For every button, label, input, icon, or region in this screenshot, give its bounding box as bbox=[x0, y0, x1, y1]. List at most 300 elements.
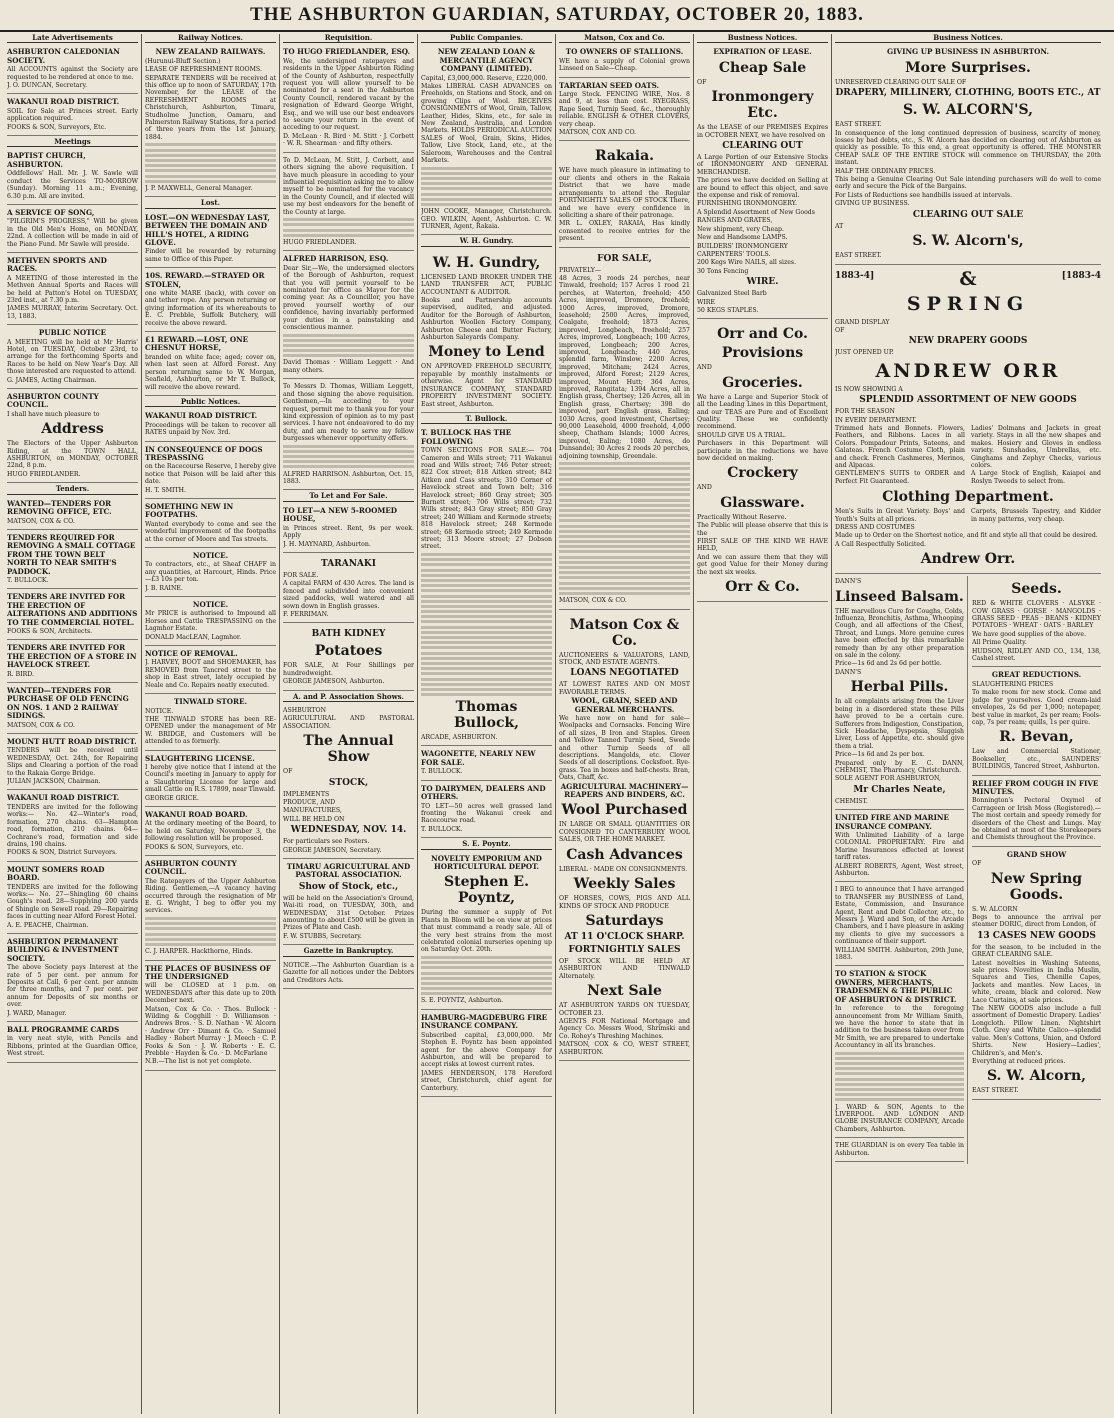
column-business-notices-orr bbox=[694, 34, 832, 1414]
ad-body: Dear Sir,—We, the undersigned electors of the Borough of Ashburton, request that you will permit yourself to be nominated for office as Mayor for the coming year. As a Councillor, you have proved yourself worthy of our confidence, having invariably performed your duties in a painstaking and conscientious manner. bbox=[283, 264, 414, 331]
ad-title: FOR SALE, bbox=[597, 253, 652, 264]
ad-line: SOLE AGENT FOR ASHBURTON, bbox=[835, 775, 941, 783]
ad-subtitle: DRAPERY, MILLINERY, CLOTHING, BOOTS ETC., AT bbox=[835, 88, 1101, 99]
ad-title: TINWALD STORE. bbox=[173, 697, 247, 707]
ad-title: TENDERS ARE INVITED FOR THE ERECTION OF A STORE IN HAVELOCK STREET. bbox=[7, 643, 137, 670]
two-column-list bbox=[835, 425, 1101, 470]
ad-body: TOWN SECTIONS FOR SALE:— 704 Cameron and Wills street; 711 Wakanui road and Wills street; 746 Peter street; 822 Cox street; 818 Aitken street; 842 Aitken and Cass streets; 310 Corner of Havelock street and Town belt; 316 Havelock street; 860 Gray street; 305 Burnett street; 706 Wills street; 732 Wills street; 843 Gray street; 850 Gray street; 240 William and Kermode streets; 818 Havelock street; 248 Kermode street; 68 Kermode street; 249 Kermode street; 313 Moore street; 27 Dobson street. bbox=[421, 447, 552, 551]
ad-line: S. W. ALCORN bbox=[972, 905, 1018, 913]
ad-tender-wakanui bbox=[7, 792, 138, 861]
ad-title: METHVEN SPORTS AND RACES. bbox=[7, 255, 107, 274]
section-header-poyntz: S. E. Poyntz. bbox=[421, 840, 552, 849]
ad-names: Matson, Cox & Co. · Thos. Bullock · Wilding & Cogghill · D. Williamson · Andrews Bros. · S. D. Nathan · W. Alcorn · Andrew Orr · Dimant & Co. · Samuel Hadley · Robert Murray · J. Meech · C. P. Fooks & Son · J. W. Roberts · E. C. Prebble · Hayden & Co. · D. McFarlane bbox=[145, 1005, 276, 1058]
ad-notice bbox=[145, 550, 276, 597]
ad-body: on the Racecourse Reserve, I hereby give notice that Poison will be laid after this date. bbox=[145, 463, 276, 486]
ad-title: MOUNT SOMERS ROAD BOARD. bbox=[7, 864, 105, 883]
ad-line: AND bbox=[697, 364, 712, 372]
ad-line: HALF THE ORDINARY PRICES. bbox=[835, 167, 936, 175]
ad-title: WAKANUI ROAD DISTRICT. bbox=[7, 97, 120, 107]
ad-tender-mount-somers bbox=[7, 864, 138, 934]
ad-subtitle: NOTICE. bbox=[145, 707, 174, 715]
ad-title: SOMETHING NEW IN FOOTPATHS. bbox=[145, 501, 234, 520]
ad-alcorn-giving-up bbox=[835, 46, 1101, 264]
ad-signature: JULIAN JACKSON, Chairman. bbox=[7, 778, 101, 786]
ad-subtitle: AGRICULTURAL AND PASTORAL ASSOCIATION. bbox=[283, 715, 414, 730]
ad-notice bbox=[145, 444, 276, 499]
ad-signature: JAMES MURRAY, Interim Secretary. Oct. 13, 1883. bbox=[7, 305, 138, 320]
ad-subtitle: AUCTIONEERS & VALUATORS, LAND, STOCK, AND ESTATE AGENTS. bbox=[559, 651, 690, 666]
ad-body: To make room for new stock. Come and judge for yourselves. Good cream-laid envelopes, 2s 6d per 1,000; notepaper, best value in market, 2s per ream; Fools-cap, 7s per ream; quills, 1s per quire. bbox=[972, 689, 1101, 726]
ad-line: FIRST SALE OF THE KIND WE HAVE HELD, bbox=[697, 538, 828, 553]
ad-headline: Wool Purchased bbox=[561, 802, 688, 819]
ad-seeds bbox=[972, 576, 1101, 667]
ad-signature: MATSON, COX & CO, WEST STREET, ASHBURTON. bbox=[559, 1041, 690, 1056]
ad-headline: New Spring Goods. bbox=[990, 870, 1083, 903]
two-column-list bbox=[835, 508, 1101, 524]
body-text-lines bbox=[145, 917, 276, 946]
section-header-meetings: Meetings bbox=[7, 138, 138, 147]
ad-title: TO LET—A NEW 5-ROOMED HOUSE, bbox=[283, 505, 398, 524]
ad-body: At the ordinary meeting of the Board, to be held on Saturday, November 3, the following resolution will be proposed. bbox=[145, 820, 276, 843]
section-header-shows: A. and P. Association Shows. bbox=[283, 693, 414, 702]
ad-signature: GEORGE GRICE. bbox=[145, 794, 199, 802]
ad-line: CARPENTERS' TOOLS. bbox=[697, 250, 771, 258]
ad-body: Latest novelties in Washing Sateens, sale prices. Novelties in India Muslin, Squares and Ties, Chenille Capes, Jackets and mantles. New Laces, in white, cream, black and colored. New Lace Curtains, at sale prices. bbox=[972, 959, 1101, 1004]
body-text-lines bbox=[421, 956, 552, 995]
body-text-lines bbox=[145, 143, 276, 182]
ad-signature: J. H. MAYNARD, Ashburton. bbox=[283, 540, 371, 548]
ad-timaru-show bbox=[283, 861, 414, 945]
ad-line: 200 Kegs Wire NAILS, all sizes. bbox=[697, 259, 797, 267]
ad-headline: Groceries. bbox=[722, 374, 803, 391]
ad-title: LOST.—ON WEDNESDAY LAST, BETWEEN THE DOMAIN AND HILL'S HOTEL, A RIDING GLOVE. bbox=[145, 212, 270, 247]
ad-signature: F. W. STUBBS, Secretary. bbox=[283, 932, 362, 940]
ad-headline: R. Bevan, bbox=[999, 729, 1074, 746]
ad-notice bbox=[145, 809, 276, 856]
ad-line: AT ASHBURTON YARDS ON TUESDAY, OCTOBER 23. bbox=[559, 1002, 690, 1017]
ad-tender-mount-hutt bbox=[7, 736, 138, 790]
ad-subtitle: ARCADE, ASHBURTON. bbox=[421, 734, 498, 742]
ad-signature: F. FERRIMAN. bbox=[283, 610, 329, 618]
ad-headline: ANDREW ORR bbox=[875, 359, 1061, 382]
ad-title: THE PLACES OF BUSINESS OF THE UNDERSIGNED bbox=[145, 963, 271, 981]
ad-title: TIMARU AGRICULTURAL AND PASTORAL ASSOCIATION. bbox=[286, 862, 411, 880]
ad-body: The prices we have decided on Selling at are bound to effect this object, and save the expense and risk of removal. bbox=[697, 177, 828, 200]
column-header: Railway Notices. bbox=[145, 34, 276, 43]
ad-line: AGENTS FOR National Mortgage and Agency Co. Messrs Wood, Shrimski and Co. Rohey's Threshing Machines. bbox=[559, 1017, 690, 1040]
ad-line: BUILDERS' IRONMONGERY bbox=[697, 242, 788, 250]
ad-signature: MR L. OXLEY, RAKAIA, Has kindly consented to receive entries for the present. bbox=[559, 220, 690, 243]
ad-line: EAST STREET. bbox=[972, 1087, 1019, 1095]
ad-requisition bbox=[283, 46, 414, 152]
ad-signature: R. BIRD. bbox=[7, 670, 34, 678]
ad-subtitle: LEASE OF REFRESHMENT ROOMS. bbox=[145, 66, 262, 74]
ad-line: OF bbox=[697, 78, 707, 86]
ad-signature: JOHN COOKE, Manager, Christchurch. GEO. WILKIN, Agent, Ashburton. C. W. TURNER, Agent, Rakaia. bbox=[421, 208, 552, 230]
ad-signature: T. BULLOCK. bbox=[7, 576, 49, 584]
ad-public-notice bbox=[7, 327, 138, 389]
ad-body: The Electors of the Upper Ashburton Riding, at the TOWN HALL, ASHBURTON, on MONDAY, OCTOBER 22nd, 8 p.m. bbox=[7, 440, 138, 470]
ad-body: FOR SALE, At Four Shillings per hundredweight. bbox=[283, 662, 414, 677]
ad-title: WANTED—TENDERS FOR REMOVING OFFICE, ETC. bbox=[7, 498, 112, 517]
ad-title: £1 REWARD.—LOST, ONE CHESNUT HORSE, bbox=[145, 335, 249, 353]
ad-methven-sports bbox=[7, 255, 138, 325]
list-left: GENTLEMEN'S SUITS to ORDER and Perfect Fit Guaranteed. bbox=[835, 470, 965, 485]
ad-headline: Clothing Department. bbox=[882, 489, 1054, 506]
ad-headline: Saturdays bbox=[585, 912, 664, 929]
ad-line: A Call Respectfully Solicited. bbox=[835, 540, 926, 548]
ad-headline: Ironmongery Etc. bbox=[711, 89, 814, 122]
ad-headline: Rakaia. bbox=[594, 148, 655, 165]
ad-line: AGRICULTURAL MACHINERY—REAPERS AND BINDERS, &C. bbox=[560, 781, 689, 800]
ad-title: GIVING UP BUSINESS IN ASHBURTON. bbox=[887, 47, 1049, 57]
column-public-companies bbox=[418, 34, 556, 1414]
ad-headline: Mr Charles Neate, bbox=[853, 784, 946, 795]
ad-requisition-reply bbox=[283, 155, 414, 252]
ad-title: NOTICE. bbox=[192, 551, 229, 560]
ad-relief-cough bbox=[972, 778, 1101, 847]
ad-line: 50 KEGS STAPLES. bbox=[697, 306, 759, 314]
ad-title: RELIEF FROM COUGH IN FIVE MINUTES. bbox=[972, 778, 1099, 796]
ad-line: Practically Without Reserve. bbox=[697, 513, 787, 521]
ad-line: New and Handsome LAMPS. bbox=[697, 234, 788, 242]
ad-line: Prepared only by E. C. DANN, CHEMIST, The Pharmacy, Christchurch. bbox=[835, 759, 964, 774]
ad-body: ON APPROVED FREEHOLD SECURITY, repayable by monthly instalments or otherwise. Agent for STANDARD INSURANCE COMPANY, STANDARD PROPERTY INVESTMENT SOCIETY. East street, Ashburton. bbox=[421, 363, 552, 408]
ad-united-fire bbox=[835, 812, 964, 882]
ad-body: A MEETING will be held at Mr Harris' Hotel, on TUESDAY, October 23rd, to arrange for the forthcoming Sports and Races to be held on New Year's Day. All those interested are requested to attend. bbox=[7, 338, 138, 376]
ad-caledonian bbox=[7, 46, 138, 94]
ad-title: EXPIRATION OF LEASE. bbox=[713, 47, 812, 57]
section-header-public-notices: Public Notices. bbox=[145, 398, 276, 407]
ad-expiration-of-lease bbox=[697, 46, 828, 319]
ad-line: 30 Tons Fencing bbox=[697, 267, 749, 275]
ad-line: Made up to Order on the Shortest notice, and fit and style all that could be desired. bbox=[835, 532, 1098, 540]
ad-body: I BEG to announce that I have arranged to TRANSFER my BUSINESS of Land, Estate, Commission, and Insurance Agent, Rent and Debt Collector, etc., to Messrs J. Ward and Son, of the Arcade Chambers, and I have pleasure in asking my clients to give my successors a continuance of their support. bbox=[835, 886, 964, 946]
ad-andrew-orr-spring bbox=[835, 267, 1101, 575]
ad-body: Subscribed capital, £3,000,000. Mr Stephen E. Poyntz has been appointed agent for the above Company for Ashburton, and will be prepared to accept risks at lowest current rates. bbox=[421, 1031, 552, 1069]
ad-line: 13 CASES NEW GOODS bbox=[977, 930, 1096, 941]
ad-title: NEW ZEALAND RAILWAYS. bbox=[155, 47, 266, 57]
ad-dairymen bbox=[421, 783, 552, 838]
ad-body: I shall have much pleasure to bbox=[7, 410, 100, 418]
ad-names: D. McLean · R. Bird · M. Stitt · J. Corbett · W. R. Shearman · and fifty others. bbox=[283, 132, 414, 148]
ad-title: ASHBURTON COUNTY COUNCIL. bbox=[7, 392, 99, 410]
year-row bbox=[835, 269, 1101, 290]
ad-body: THE marvellous Cure for Coughs, Colds, Influenza, Bronchitis, Asthma, Whooping Cough, and all affections of the Chest, Throat, and Lungs. More genuine cures have been effected by this remarkable remedy than by any other preparation on sale in the colony. bbox=[835, 607, 964, 660]
ad-rakaia bbox=[559, 143, 690, 247]
year-left: 1883-4] bbox=[835, 270, 875, 281]
ad-body: The above Society pays Interest at the rate of 5 per cent. per annum for Deposits at Call, 6 per cent. per annum for three months, and 7 per cent. per annum for Deposits of six months or over. bbox=[7, 964, 138, 1009]
ad-body: We have a Large and Superior Stock of all the Leading Lines in this Department, and our TEAS are Pure and of Excellent Quality. These we confidently recommend. bbox=[697, 393, 828, 431]
ad-body: branded on white face; aged; cover on, when last seen at Alford Forest. Any person returning same to W. Morgan, Seafield, Ashburton, or Mr T. Bullock, will receive the above reward. bbox=[145, 353, 276, 391]
ad-signature: WILLIAM SMITH. Ashburton, 29th June, 1883. bbox=[835, 946, 964, 962]
ad-body: WE have a supply of Colonial grown Linseed on Sale—Cheap. bbox=[559, 57, 690, 73]
ad-title: UNITED FIRE AND MARINE INSURANCE COMPANY. bbox=[835, 813, 949, 831]
ad-line: CLEARING OUT SALE bbox=[912, 209, 1024, 220]
ad-signature: HUGO FRIEDLANDER. bbox=[7, 470, 81, 478]
ad-title: TARANAKI bbox=[321, 558, 376, 569]
ad-title: HAMBURG-MAGDEBURG FIRE INSURANCE COMPANY. bbox=[421, 1012, 548, 1031]
ad-ball-cards bbox=[7, 1024, 138, 1063]
ad-body: TENDERS will be received until WEDNESDAY, Oct. 24th, for Repairing Slips and Clearing a portion of the road to the Rakaia Gorge Bridge. bbox=[7, 747, 138, 777]
ad-lost bbox=[145, 270, 276, 332]
ad-bullock bbox=[421, 427, 552, 746]
ad-signature: J. B. RAINE. bbox=[145, 584, 183, 592]
ad-headline: Herbal Pills. bbox=[850, 679, 949, 696]
ad-body: As the LEASE of our PREMISES Expires in OCTOBER NEXT, we have resolved on bbox=[697, 124, 828, 139]
ad-signature: H. T. SMITH. bbox=[145, 486, 186, 494]
ad-title: BAPTIST CHURCH, ASHBURTON. bbox=[7, 151, 86, 169]
ad-body: Makes LIBERAL CASH ADVANCES on Freeholds, on Stations and Stock, and on growing Clips of Wool. RECEIVES CONSIGNMENTS of Wool, Grain, Tallow, Leather, Hides, Skins, etc., for sale in New Zealand, Australia, and London Markets. HOLDS PERIODICAL AUCTION SALES of Wool, Grain, Skins, Hides, Tallow, Live Stock, Land, etc., at the Saleroom, Warehouses and the Central Markets. bbox=[421, 83, 552, 165]
ad-body: "PILGRIM'S PROGRESS," Will be given in the Old Men's Home, on MONDAY, 22nd. A collection will be made in aid of the Piano Fund. Mr Sawle will preside. bbox=[7, 218, 138, 248]
column-header: Business Notices. bbox=[697, 34, 828, 43]
ad-signature: S. E. POYNTZ, Ashburton. bbox=[421, 997, 504, 1005]
ad-subtitle: FOR SALE. bbox=[283, 571, 319, 579]
ad-line: Galvanized Steel Barb bbox=[697, 290, 767, 298]
sub-column-right bbox=[972, 576, 1101, 1164]
ad-body: TO LET—50 acres well grassed land fronting the Wakanui creek and Racecourse road. bbox=[421, 802, 552, 825]
ad-tender bbox=[7, 591, 138, 640]
ad-body: J. HARVEY, BOOT and SHOEMAKER, has REMOVED from Tancred street to the shop in East street, lately occupied by Neale and Co. Repairs neatly executed. bbox=[145, 659, 276, 689]
ad-line: Everything at reduced prices. bbox=[972, 1057, 1066, 1065]
ad-line: WOOL, GRAIN, SEED AND GENERAL MERCHANTS. bbox=[571, 696, 678, 714]
ad-signature: MATSON, COX & CO. bbox=[7, 517, 75, 525]
ad-requisition-harrison bbox=[283, 253, 414, 379]
body-text-lines bbox=[283, 218, 414, 237]
ad-line: AT LOWEST RATES AND ON MOST FAVORABLE TERMS. bbox=[559, 681, 690, 696]
ad-title: TENDERS ARE INVITED FOR THE ERECTION OF ALTERATIONS AND ADDITIONS TO THE COMMERCIAL HOTEL. bbox=[7, 592, 138, 627]
ad-notice bbox=[145, 410, 276, 441]
ad-title: ASHBURTON COUNTY COUNCIL. bbox=[145, 859, 237, 877]
ad-tender bbox=[7, 685, 138, 734]
ad-line: SHOULD GIVE US A TRIAL. bbox=[697, 431, 786, 439]
ad-line: Price—1s 6d and 2s per box. bbox=[835, 751, 925, 759]
ad-names: David Thomas · William Leggett · And many others. bbox=[283, 359, 414, 374]
ad-line: IN EVERY DEPARTMENT. bbox=[835, 416, 917, 424]
column-header: Matson, Cox and Co. bbox=[559, 34, 690, 43]
ad-title: DANN'S bbox=[835, 668, 862, 676]
ad-lost bbox=[145, 334, 276, 396]
body-text-lines bbox=[421, 553, 552, 696]
ad-body: To D. McLean, M. Stitt, J. Corbett, and others signing the above requisition. I have much pleasure in acceding to your influential requisition asking me to allow myself to be nominated for the vacancy in the County Council, and if elected will use my best endeavors for the benefit of the County at large. bbox=[283, 156, 414, 216]
ad-line: JUST OPENED UP. bbox=[835, 349, 894, 357]
ad-body: The NEW GOODS also include a full assortment of Domestic Drapery. Ladies' Longcloth. Pillow Linen. Nightshirt Cloth. Grey and White Calico—splendid value. Men's Cottons, Union, and Oxford Shirts. New Hosiery—Ladies', Children's, and Men's. bbox=[972, 1005, 1101, 1057]
ad-ward-and-son bbox=[835, 968, 964, 1138]
ad-signature: MATSON, COX AND CO. bbox=[559, 129, 637, 137]
ad-signature: MATSON, COX & CO. bbox=[7, 721, 75, 729]
ad-poyntz bbox=[421, 853, 552, 1010]
ad-line: OF bbox=[283, 768, 293, 776]
ad-wagonette bbox=[421, 748, 552, 780]
ad-headline: Seeds. bbox=[1011, 581, 1062, 598]
ad-notice bbox=[145, 858, 276, 961]
ad-subtitle: Capital, £3,000,000. Reserve, £220,000. bbox=[421, 74, 548, 82]
ad-headline: Thomas Bullock, bbox=[453, 699, 520, 732]
ad-title: ALFRED HARRISON, ESQ. bbox=[283, 254, 389, 264]
ad-title: DANN'S bbox=[835, 578, 862, 586]
ad-line: AT bbox=[835, 222, 844, 230]
ad-railways bbox=[145, 46, 276, 197]
ad-title: NOTICE. bbox=[192, 600, 229, 610]
ad-body: will be CLOSED at 1 p.m. on WEDNESDAYS after this date up to 20th December next. bbox=[145, 982, 276, 1005]
ad-body: With Unlimited Liability of a large COLONIAL PROPRIETARY. Fire and Marine Insurances effected at lowest tariff rates. bbox=[835, 831, 964, 862]
ad-body: TENDERS are invited for the following works:— No. 27—Shingling 60 chains Gough's road. 28—Supplying 200 yards of Shingle on Sewell road. 29—Repairing faces in cutting near Alford Forest Hotel. bbox=[7, 883, 138, 921]
ad-line: EAST STREET. bbox=[835, 252, 882, 260]
ad-baptist bbox=[7, 150, 138, 204]
ad-body: Proceedings will be taken to recover all RATES unpaid by Nov. 3rd. bbox=[145, 421, 276, 437]
ad-line: FOR THE SEASON bbox=[835, 408, 895, 416]
ad-gundry bbox=[421, 250, 552, 413]
ad-body: We, the undersigned ratepayers and residents in the Upper Ashburton Riding of the County of Ashburton, respectfully request you will allow yourself to be nominated for a seat in the Ashburton County Council, rendered vacant by the resignation of Edward George Wright, Esq., and we will use our best endeavors to secure your return in the event of acceding to our request. bbox=[283, 57, 414, 132]
ad-line: OF STOCK WILL BE HELD AT ASHBURTON AND TINWALD Alternately. bbox=[559, 957, 690, 980]
ad-title: ASHBURTON PERMANENT BUILDING & INVESTMENT SOCIETY. bbox=[7, 936, 119, 963]
ad-headline: Next Sale bbox=[587, 983, 662, 1000]
ad-for-sale bbox=[559, 250, 690, 610]
ad-stallions bbox=[559, 46, 690, 77]
body-text-lines bbox=[283, 334, 414, 358]
ad-subtitle: UNRESERVED CLEARING OUT SALE OF bbox=[835, 78, 967, 86]
ad-body: A MEETING of those interested in the Methven Annual Sports and Races will be held at Patton's Hotel on TUESDAY, 23rd inst., at 7.30 p.m. bbox=[7, 274, 138, 304]
ad-signature: HUGO FRIEDLANDER. bbox=[283, 238, 357, 246]
ad-orr-and-co bbox=[697, 321, 828, 602]
ad-line: IS NOW SHOWING A bbox=[835, 385, 903, 393]
ad-headline: Glassware. bbox=[720, 494, 805, 511]
ad-body: Large Stock. FENCING WIRE, Nos. 8 and 9, at less than cost. RYEGRASS, Rape Seed, Turnip Seed, &c., thoroughly reliable. ENGLISH & OTHER CLOVERS, very cheap. bbox=[559, 91, 690, 128]
ad-bevan bbox=[972, 669, 1101, 775]
section-header-lost: Lost. bbox=[145, 199, 276, 208]
ad-body: THE TINWALD STORE has been RE-OPENED under the management of Mr W. BRIDGE, and Customers will be attended to as formerly. bbox=[145, 715, 276, 746]
ad-title: TENDERS REQUIRED FOR REMOVING A SMALL COTTAGE FROM THE TOWN BELT NORTH TO NEAR SMITH'S PADDOCK. bbox=[7, 532, 136, 576]
ad-notice bbox=[145, 648, 276, 694]
ad-signature: MATSON, COX & CO. bbox=[559, 597, 627, 605]
ad-signature: HUDSON, RIDLEY AND CO., 134, 138, Cashel street. bbox=[972, 647, 1101, 663]
ad-title: 10S. REWARD.—STRAYED OR STOLEN, bbox=[145, 271, 265, 289]
ad-matson-cox bbox=[559, 612, 690, 1061]
ad-lost bbox=[145, 212, 276, 268]
ad-signature: DONALD MacLEAN, Lagmhor. bbox=[145, 633, 242, 641]
ad-title: TO OWNERS OF STALLIONS. bbox=[565, 47, 684, 57]
ad-signature: GEORGE JAMESON, Ashburton. bbox=[283, 678, 385, 686]
ad-body: To contractors, etc., at Sheaf CHAFF in any quantities, at Harcourt, Hinds. Price—£3 10s per ton. bbox=[145, 561, 276, 584]
ad-guardian bbox=[835, 1140, 964, 1162]
ad-title: TO HUGO FRIEDLANDER, ESQ. bbox=[283, 47, 411, 57]
ad-headline: Weekly Sales bbox=[573, 876, 676, 893]
column-business-notices-alcorn bbox=[832, 34, 1104, 1414]
body-text-lines bbox=[283, 445, 414, 469]
body-text-lines bbox=[559, 462, 690, 595]
ad-body: TENDERS are invited for the following works:— No. 42—Winter's road, formation, 270 chains. 63—Hampton road, formation, 210 chains. 64—Cochrane's road, formation and side drains, 190 chains. bbox=[7, 803, 138, 848]
ad-subtitle: (Hurunui-Bluff Section.) bbox=[145, 57, 221, 65]
ad-annual-show bbox=[283, 705, 414, 859]
ad-line: A Splendid Assortment of New Goods bbox=[697, 208, 815, 216]
ad-tender bbox=[7, 532, 138, 589]
ad-line: OF bbox=[835, 326, 845, 334]
ad-body: In reference to the foregoing announcement from Mr William Smith, we have the honor to state that in addition to the business taken over from Mr Smith, we are prepared to undertake Accountancy in all its branches. bbox=[835, 1005, 964, 1050]
ad-line: DRESS AND COSTUMES bbox=[835, 524, 915, 531]
list-right: Carpets, Brussels Tapestry, and Kidder in many patterns, very cheap. bbox=[971, 508, 1101, 523]
ad-body: For Lists of Reductions see handbills issued at intervals. bbox=[835, 191, 1013, 199]
ad-body: SEPARATE TENDERS will be received at this office up to noon of SATURDAY, 17th November, for the LEASE of the REFRESHMENT ROOMS at Christchurch, Ashburton, Timaru, Studholme Junction, Oamaru, and Palmerston Railway Stations, for a period of three years from the 1st January, 1884. bbox=[145, 74, 276, 141]
masthead-title: THE ASHBURTON GUARDIAN, SATURDAY, OCTOBER 20, 1883. bbox=[0, 0, 1114, 32]
ad-body: Finder will be rewarded by returning same to Office of this Paper. bbox=[145, 248, 276, 263]
ad-body: NOTICE.—The Ashburton Guardian is a Gazette for all notices under the Debtors and Creditors Acts. bbox=[283, 961, 414, 984]
list-right: Ladies' Dolmans and Jackets in great variety. Stays in all the new shapes and makes. Hosiery and Gloves in endless variety. Sunshades, Umbrellas, etc. Ginghams and Zephyr Checks, various colors. bbox=[971, 424, 1101, 469]
ad-body: During the summer a supply of Pot Plants in Bloom will be on view at prices that must command a ready sale. All of the very best strains from the most celebrated colonial nurseries opening up on Saturday Oct. 20th. bbox=[421, 909, 552, 954]
ad-title: TARTARIAN SEED OATS. bbox=[559, 80, 660, 90]
ad-signature: JAMES HENDERSON, 178 Hereford street, Christchurch, chief agent for Canterbury. bbox=[421, 1069, 552, 1092]
ad-line: We have good supplies of the above. bbox=[972, 630, 1087, 638]
ad-line: IMPLEMENTS bbox=[283, 790, 330, 798]
ad-headline: The Annual Show bbox=[303, 733, 394, 766]
ad-body: A Large Portion of our Extensive Stocks of IRONMONGERY AND GENERAL MERCHANDISE. bbox=[697, 154, 828, 176]
ad-body: In consequence of the long continued depression of business, scarcity of money, losses by bad debts, etc., S. W. Alcorn has decided on clearing out of Ashburton as quickly as possible. To this end, a great opportunity is offered. THE MONSTER CHEAP SALE OF THE ENTIRE STOCK will commence on THURSDAY, the 20th instant. bbox=[835, 129, 1101, 167]
ad-title: TO STATION & STOCK OWNERS, MERCHANTS, TRADESMEN & THE PUBLIC OF ASHBURTON & DISTRICT. bbox=[835, 969, 957, 1004]
ad-line: OF bbox=[972, 860, 982, 868]
ad-body: A capital FARM of 430 Acres. The land is fenced and subdivided into convenient sized paddocks, well watered and all sown down in English grasses. bbox=[283, 580, 414, 610]
ad-line: PRODUCE, AND bbox=[283, 799, 336, 806]
ad-body: Oddfellows' Hall. Mr. J. W. Sawle will conduct the Services TO-MORROW (Sunday). Morning 11 a.m.; Evening, 6.30 p.m. All are invited. bbox=[7, 170, 138, 200]
ad-line: WIRE. bbox=[746, 277, 779, 288]
ad-line: CHEMIST. bbox=[835, 797, 868, 805]
ad-headline: Stephen E. Poyntz, bbox=[444, 874, 529, 907]
ad-headline: Show of Stock, etc., bbox=[298, 881, 399, 892]
ad-body: Mr PRICE is authorised to Impound all Horses and Cattle TRESPASSING on the Lagmhor Estate. bbox=[145, 610, 276, 633]
ad-headline: Money to Lend bbox=[428, 344, 545, 361]
ad-headline: S. W. Alcorn's, bbox=[912, 233, 1024, 250]
ad-subtitle: LICENSED LAND BROKER UNDER THE LAND TRANSFER ACT, PUBLIC ACCOUNTANT & AUDITOR. bbox=[421, 273, 552, 296]
ad-title: WAKANUI ROAD BOARD. bbox=[145, 809, 248, 819]
ad-body: in Princes street. Rent, 9s per week. Apply bbox=[283, 524, 414, 540]
ad-body: The Public will please observe that this is the bbox=[697, 522, 828, 537]
ad-dann-balsam bbox=[835, 576, 964, 810]
ad-line: FURNISHING IRONMONGERY. bbox=[697, 200, 798, 208]
ad-headline: Cheap Sale bbox=[718, 59, 807, 76]
sub-column-left bbox=[835, 576, 968, 1164]
ad-line: For particulars see Posters. bbox=[283, 838, 370, 846]
column-railway-notices bbox=[142, 34, 280, 1414]
ad-signature: C. J. HARPER. Hackthorne, Hinds. bbox=[145, 948, 253, 956]
ad-signature: J. WARD & SON, Agents to the LIVERPOOL AND LONDON AND GLOBE INSURANCE COMPANY, Arcade Chambers, Ashburton. bbox=[835, 1103, 964, 1133]
ad-line: WIRE bbox=[697, 298, 715, 306]
ad-signature: FOOKS & SON, Architects. bbox=[7, 627, 93, 635]
column-header: Public Companies. bbox=[421, 34, 552, 43]
ad-seed-oats bbox=[559, 80, 690, 142]
ad-body: Books and Partnership accounts supervised, audited, and adjusted. Auditor for the Borough of Ashburton, Ashburton Woollen Factory Company, Ashburton Cheese and Butter Factory, Ashburton Saleyards Company. bbox=[421, 297, 552, 342]
columns-container bbox=[4, 34, 1110, 1414]
ad-line: for the season, to be included in the GREAT CLEARING SALE. bbox=[972, 943, 1101, 959]
ad-body: We have now on hand for sale— Woolpacks and Cornsacks. Fencing Wire of all sizes, B Iron and Staples. Green and Yellow Tanned Turnip Seed, Swede and other Turnip Seeds of all descriptions. Mangolds, etc. Clover Seeds of all descriptions. Cocksfoot. Rye-grass. Tea in boxes and half-chests. Bran, Oats, Chaff, &c. bbox=[559, 715, 690, 782]
ad-headline: Linseed Balsam. bbox=[835, 588, 964, 605]
column-matson-cox bbox=[556, 34, 694, 1414]
ad-to-let bbox=[283, 505, 414, 553]
column-requisition bbox=[280, 34, 418, 1414]
ad-signature: J. WARD, Manager. bbox=[7, 1009, 67, 1017]
ad-body: Begs to announce the arrival per steamer DORIC, direct from London, of bbox=[972, 914, 1101, 929]
ad-title: NOTICE OF REMOVAL. bbox=[145, 649, 238, 659]
column-late-advertisements bbox=[4, 34, 142, 1414]
ad-line: RANGES AND GRATES, bbox=[697, 217, 773, 225]
ad-signature: J. O. DUNCAN, Secretary. bbox=[7, 82, 88, 90]
ad-subtitle: SLAUGHTERING PRICES bbox=[972, 680, 1054, 688]
ad-headline: SPRING bbox=[906, 292, 1030, 315]
ad-title: NOVELTY EMPORIUM AND HORTICULTURAL DEPOT. bbox=[431, 853, 542, 871]
ad-tender bbox=[7, 642, 138, 683]
ad-grand-show bbox=[972, 849, 1101, 1100]
ad-body: And we can assure them that they will get good Value for their Money during the next six weeks. bbox=[697, 553, 828, 576]
ad-wakanui-soil bbox=[7, 96, 138, 136]
ad-body: WE have much pleasure in intimating to our clients and others in the Rakaia District that we have made arrangements to attend the Regular FORTNIGHTLY SALES OF STOCK There, and we have every confidence in soliciting a share of their patronage. bbox=[559, 167, 690, 219]
ad-list: RED & WHITE CLOVERS · ALSYKE · COW GRASS · GORSE · MANGOLDS · GRASS SEED · PEAS · BEANS · KIDNEY POTATOES · WHEAT · OATS · BARLEY bbox=[972, 600, 1101, 630]
